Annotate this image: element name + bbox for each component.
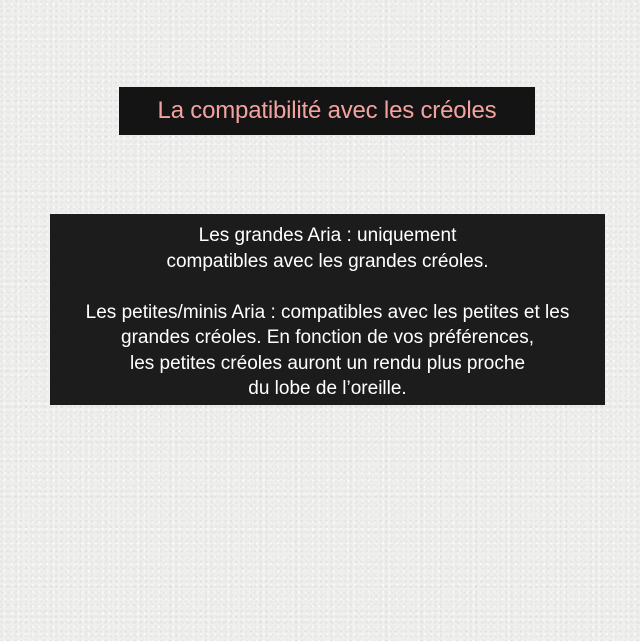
paragraph-large-aria	[50, 223, 605, 274]
page-title: La compatibilité avec les créoles	[157, 97, 497, 124]
paragraph-small-aria	[50, 300, 605, 402]
text-line: les petites créoles auront un rendu plus proche	[129, 352, 526, 374]
text-line: du lobe de l’oreille.	[248, 378, 407, 399]
paragraph-spacer	[50, 274, 605, 300]
text-line: Les petites/minis Aria : compatibles avec les petites et les	[85, 301, 570, 323]
text-line: grandes créoles. En fonction de vos préférences,	[121, 327, 534, 348]
info-panel	[50, 214, 605, 405]
text-line: Les grandes Aria : uniquement	[198, 225, 457, 246]
title-banner	[119, 87, 535, 135]
text-line: compatibles avec les grandes créoles.	[166, 250, 489, 272]
